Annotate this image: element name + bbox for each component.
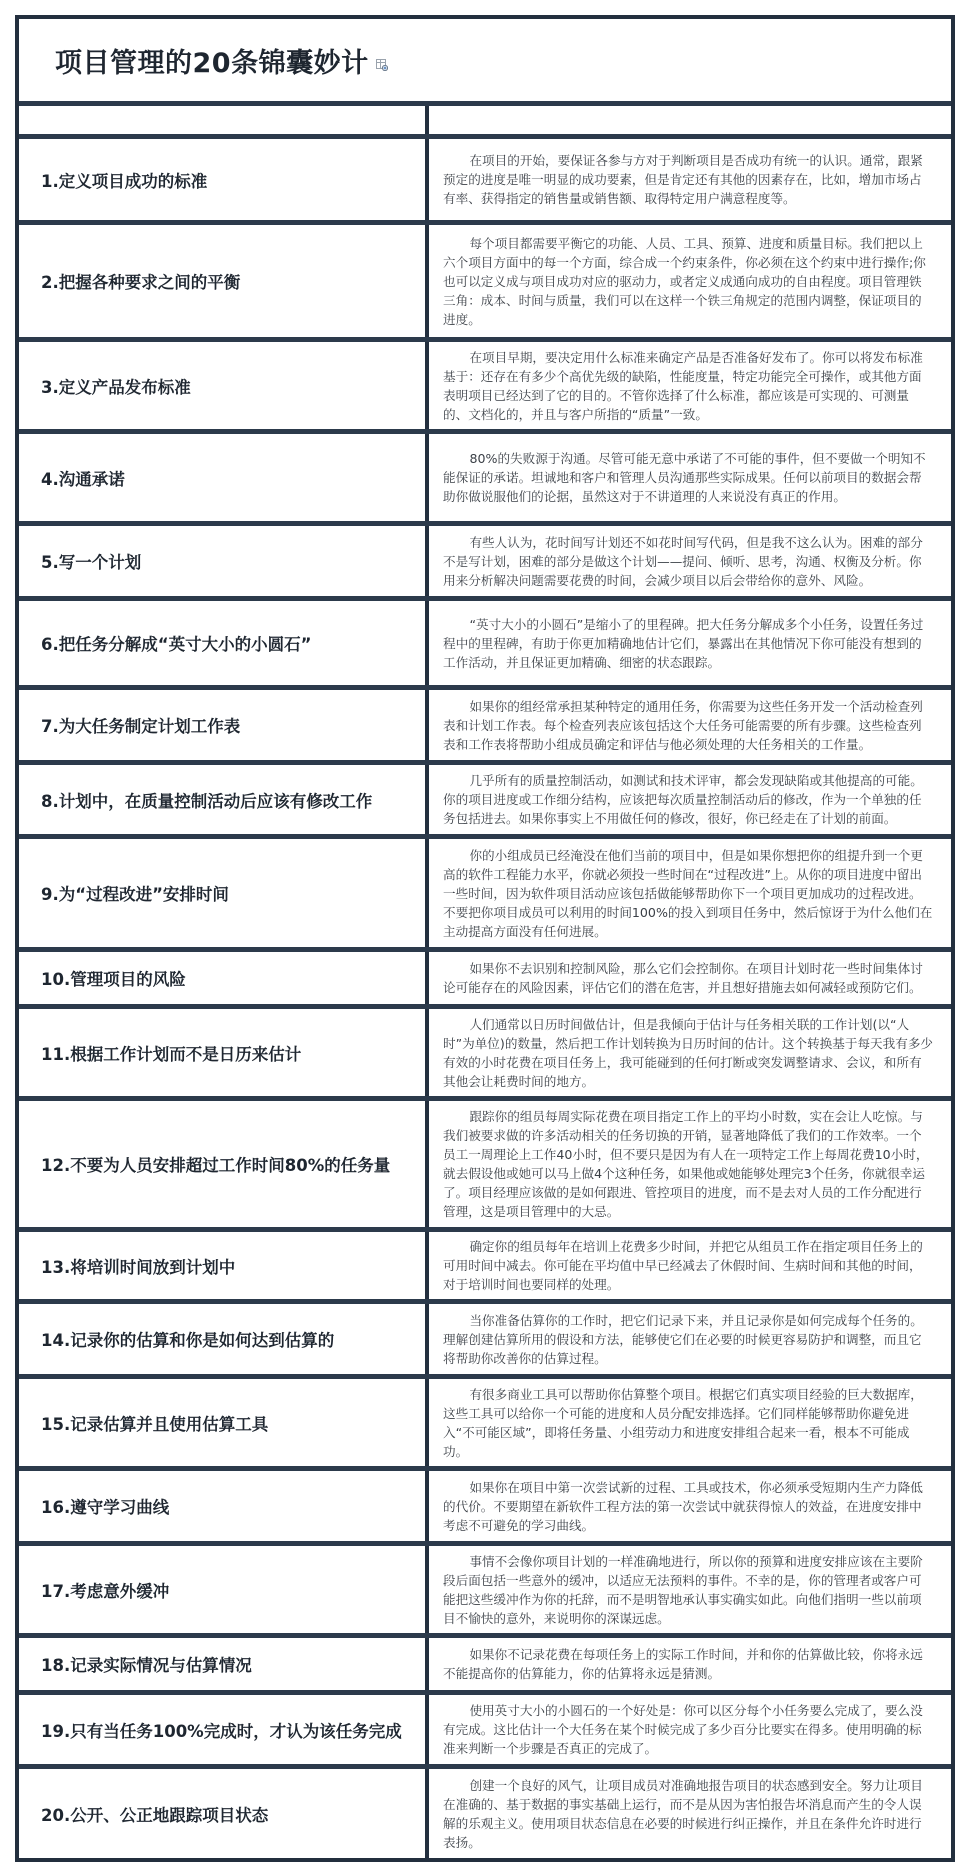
tip-description-text: 人们通常以日历时间做估计，但是我倾向于估计与任务相关联的工作计划(以“人时”为单位)的数量，然后把工作计划转换为日历时间的估计。这个转换基于每天我有多少有效的小时花费在项目任务上，我可能碰到的任何打断或突发调整请求、会议，和所有其他会让耗费时间的地方。	[443, 1016, 934, 1089]
tip-heading: 10.管理项目的风险	[19, 952, 429, 1004]
tip-description-text: 当你准备估算你的工作时，把它们记录下来，并且记录你是如何完成每个任务的。理解创建估算所用的假设和方法，能够使它们在必要的时候更容易防护和调整，而且它将帮助你改善你的估算过程。	[443, 1312, 923, 1366]
tip-description-text: 在项目的开始，要保证各参与方对于判断项目是否成功有统一的认识。通常，跟紧预定的进度是唯一明显的成功要素，但是肯定还有其他的因素存在，比如，增加市场占有率、获得指定的销售量或销售额、取得特定用户满意程度等。	[443, 153, 923, 206]
table-row	[19, 526, 951, 601]
tip-heading: 17.考虑意外缓冲	[19, 1546, 429, 1633]
tip-heading: 6.把任务分解成“英寸大小的小圆石”	[19, 601, 429, 685]
table-row	[19, 1638, 951, 1695]
tip-heading: 19.只有当任务100%完成时，才认为该任务完成	[19, 1695, 429, 1764]
table-row	[19, 1695, 951, 1769]
tip-heading: 15.记录估算并且使用估算工具	[19, 1379, 429, 1466]
tip-heading: 2.把握各种要求之间的平衡	[19, 225, 429, 337]
table-insert-icon[interactable]	[376, 59, 388, 71]
tip-description	[429, 1304, 951, 1374]
table-row	[19, 1379, 951, 1471]
tip-heading: 8.计划中，在质量控制活动后应该有修改工作	[19, 765, 429, 834]
tip-description	[429, 139, 951, 220]
tip-description	[429, 1638, 951, 1690]
tip-description	[429, 434, 951, 521]
table-row	[19, 434, 951, 526]
header-cell-right	[429, 106, 951, 134]
table-row	[19, 1101, 951, 1232]
table-row	[19, 1232, 951, 1304]
table-row	[19, 765, 951, 839]
tip-heading: 16.遵守学习曲线	[19, 1471, 429, 1541]
table-row	[19, 1009, 951, 1101]
tip-heading: 7.为大任务制定计划工作表	[19, 690, 429, 760]
tip-description-text: 跟踪你的组员每周实际花费在项目指定工作上的平均小时数，实在会让人吃惊。与我们被要求做的许多活动相关的任务切换的开销，显著地降低了我们的工作效率。一个员工一周理论上工作40小时，但不要只是因为有人在一项特定工作上每周花费10小时，就去假设他或她可以马上做4个这种任务，如果他或她能够处理完3个任务，你就很幸运了。项目经理应该做的是如何跟进、管控项目的进度，而不是去对人员的工作分配进行管理，这是项目管理中的大忌。	[443, 1109, 929, 1219]
tip-description	[429, 1101, 951, 1227]
tip-heading: 5.写一个计划	[19, 526, 429, 596]
tip-description-text: 使用英寸大小的小圆石的一个好处是：你可以区分每个小任务要么完成了，要么没有完成。这比估计一个大任务在某个时候完成了多少百分比要实在得多。使用明确的标准来判断一个步骤是否真正的完成了。	[443, 1703, 923, 1756]
table-row	[19, 139, 951, 225]
tip-description	[429, 1232, 951, 1299]
tip-heading: 12.不要为人员安排超过工作时间80%的任务量	[19, 1101, 429, 1227]
tip-heading: 18.记录实际情况与估算情况	[19, 1638, 429, 1690]
tip-description-text: 如果你不去识别和控制风险，那么它们会控制你。在项目计划时花一些时间集体讨论可能存在的风险因素，评估它们的潜在危害，并且想好措施去如何减轻或预防它们。	[443, 961, 923, 995]
tip-description	[429, 1769, 951, 1858]
table-header-row	[19, 106, 951, 139]
tip-description-text: 如果你在项目中第一次尝试新的过程、工具或技术，你必须承受短期内生产力降低的代价。不要期望在新软件工程方法的第一次尝试中就获得惊人的效益，在进度安排中考虑不可避免的学习曲线。	[443, 1479, 923, 1533]
page-title: 项目管理的20条锦囊妙计	[55, 47, 369, 79]
tip-description-text: 如果你不记录花费在每项任务上的实际工作时间，并和你的估算做比较，你将永远不能提高你的估算能力，你的估算将永远是猜测。	[443, 1647, 923, 1681]
table-row	[19, 1304, 951, 1379]
tip-description	[429, 526, 951, 596]
tip-description	[429, 1009, 951, 1096]
tip-description-text: “英寸大小的小圆石”是缩小了的里程碑。把大任务分解成多个小任务，设置任务过程中的里程碑，有助于你更加精确地估计它们，暴露出在其他情况下你可能没有想到的工作活动，并且保证更加精确、细密的状态跟踪。	[443, 616, 924, 670]
tips-table	[15, 15, 955, 1862]
tip-heading: 11.根据工作计划而不是日历来估计	[19, 1009, 429, 1096]
tip-heading: 13.将培训时间放到计划中	[19, 1232, 429, 1299]
tip-description-text: 事情不会像你项目计划的一样准确地进行，所以你的预算和进度安排应该在主要阶段后面包括一些意外的缓冲，以适应无法预料的事件。不幸的是，你的管理者或客户可能把这些缓冲作为你的托辞，而不是明智地承认事实确实如此。向他们指明一些以前项目不愉快的意外，来说明你的深谋远虑。	[443, 1553, 923, 1626]
table-row	[19, 342, 951, 434]
table-row	[19, 1769, 951, 1858]
tip-description	[429, 225, 951, 337]
tip-description	[429, 1695, 951, 1764]
tip-heading: 20.公开、公正地跟踪项目状态	[19, 1769, 429, 1858]
table-row	[19, 690, 951, 765]
tip-heading: 3.定义产品发布标准	[19, 342, 429, 429]
tip-description-text: 确定你的组员每年在培训上花费多少时间，并把它从组员工作在指定项目任务上的可用时间中减去。你可能在平均值中早已经减去了休假时间、生病时间和其他的时间，对于培训时间也要同样的处理。	[443, 1239, 923, 1292]
tip-description	[429, 765, 951, 834]
tip-description-text: 你的小组成员已经淹没在他们当前的项目中，但是如果你想把你的组提升到一个更高的软件工程能力水平，你就必须投一些时间在“过程改进”上。从你的项目进度中留出一些时间，因为软件项目活动应该包括做能够帮助你下一个项目更加成功的过程改进。不要把你项目成员可以利用的时间100%的投入到项目任务中，然后惊讶于为什么他们在主动提高方面没有任何进展。	[443, 847, 933, 939]
table-row	[19, 1471, 951, 1546]
tip-description	[429, 601, 951, 685]
tip-description-text: 如果你的组经常承担某种特定的通用任务，你需要为这些任务开发一个活动检查列表和计划工作表。每个检查列表应该包括这个大任务可能需要的所有步骤。这些检查列表和工作表将帮助小组成员确定和评估与他必须处理的大任务相关的工作量。	[443, 698, 923, 752]
table-row	[19, 601, 951, 690]
tip-description	[429, 1546, 951, 1633]
tip-description	[429, 1471, 951, 1541]
tip-description	[429, 839, 951, 947]
tip-description	[429, 952, 951, 1004]
tip-heading: 14.记录你的估算和你是如何达到估算的	[19, 1304, 429, 1374]
tip-description-text: 几乎所有的质量控制活动，如测试和技术评审，都会发现缺陷或其他提高的可能。你的项目进度或工作细分结构，应该把每次质量控制活动后的修改，作为一个单独的任务包括进去。如果你事实上不用做任何的修改，很好，你已经走在了计划的前面。	[443, 773, 923, 826]
table-row	[19, 225, 951, 342]
title-row	[19, 19, 951, 106]
tip-heading: 1.定义项目成功的标准	[19, 139, 429, 220]
table-row	[19, 952, 951, 1009]
tip-description-text: 有些人认为，花时间写计划还不如花时间写代码，但是我不这么认为。困难的部分不是写计划，困难的部分是做这个计划——提问、倾听、思考，沟通、权衡及分析。你用来分析解决问题需要花费的时间，会减少项目以后会带给你的意外、风险。	[443, 534, 923, 588]
table-row	[19, 839, 951, 952]
tip-description-text: 在项目早期，要决定用什么标准来确定产品是否准备好发布了。你可以将发布标准基于：还存在有多少个高优先级的缺陷，性能度量，特定功能完全可操作，或其他方面表明项目已经达到了它的目的。不管你选择了什么标准，都应该是可实现的、可测量的、文档化的，并且与客户所指的“质量”一致。	[443, 349, 923, 422]
tip-heading: 4.沟通承诺	[19, 434, 429, 521]
tip-description	[429, 1379, 951, 1466]
tip-description	[429, 342, 951, 429]
tip-description-text: 每个项目都需要平衡它的功能、人员、工具、预算、进度和质量目标。我们把以上六个项目方面中的每一个方面，综合成一个约束条件，你必须在这个约束中进行操作;你也可以定义成与项目成功对应的驱动力，或者定义成通向成功的自由程度。项目管理铁三角：成本、时间与质量，我们可以在这样一个铁三角规定的范围内调整，保证项目的进度。	[443, 235, 926, 327]
table-row	[19, 1546, 951, 1638]
tip-description-text: 80%的失败源于沟通。尽管可能无意中承诺了不可能的事件，但不要做一个明知不能保证的承诺。坦诚地和客户和管理人员沟通那些实际成果。任何以前项目的数据会帮助你做说服他们的论据，虽然这对于不讲道理的人来说没有真正的作用。	[443, 451, 926, 504]
tip-description	[429, 690, 951, 760]
tip-description-text: 创建一个良好的风气，让项目成员对准确地报告项目的状态感到安全。努力让项目在准确的、基于数据的事实基础上运行，而不是从因为害怕报告坏消息而产生的令人误解的乐观主义。使用项目状态信息在必要的时候进行纠正操作，并且在条件允许时进行表扬。	[443, 1777, 923, 1850]
tip-heading: 9.为“过程改进”安排时间	[19, 839, 429, 947]
tip-description-text: 有很多商业工具可以帮助你估算整个项目。根据它们真实项目经验的巨大数据库，这些工具可以给你一个可能的进度和人员分配安排选择。它们同样能够帮助你避免进入“不可能区域”，即将任务量、小组劳动力和进度安排组合起来一看，根本不可能成功。	[443, 1386, 923, 1459]
header-cell-left	[19, 106, 429, 134]
